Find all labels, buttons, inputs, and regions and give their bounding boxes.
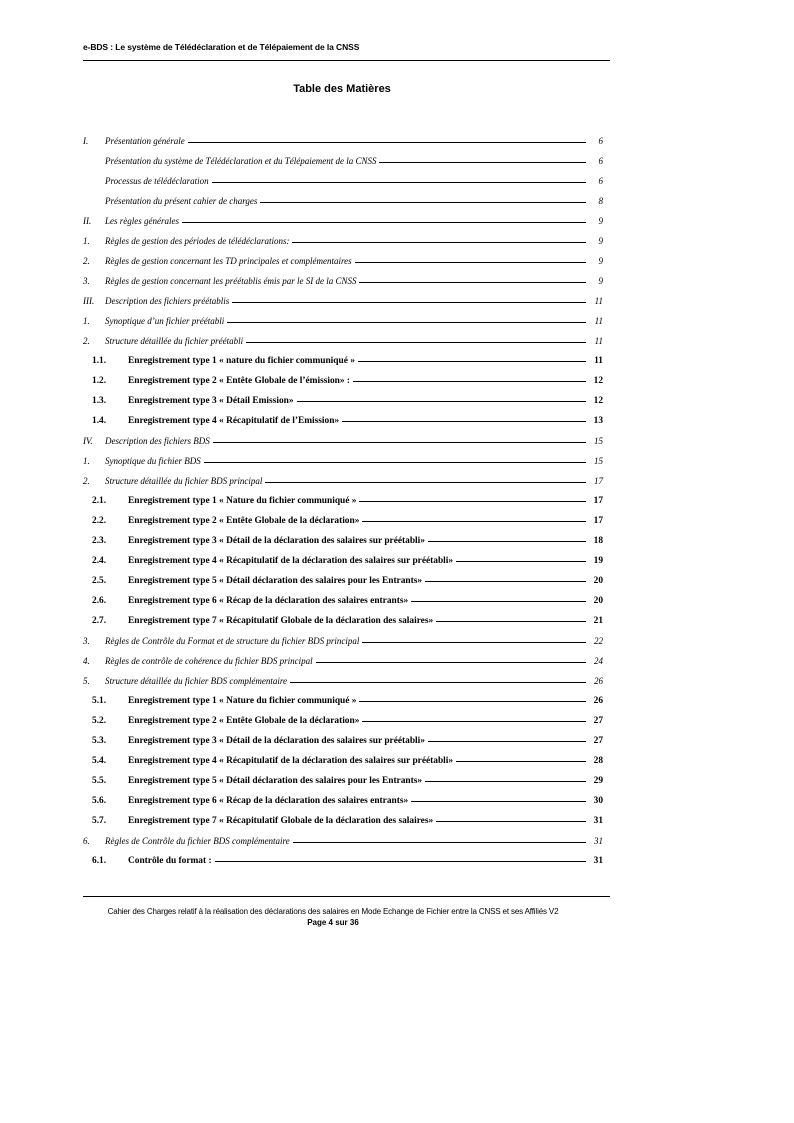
toc-entry[interactable] (83, 236, 603, 256)
toc-entry-page: 9 (598, 256, 603, 266)
toc-entry-label: Enregistrement type 6 « Récap de la déclaration des salaires entrants» (128, 796, 409, 806)
toc-entry-label: Enregistrement type 4 « Récapitulatif de la déclaration des salaires sur préétabli» (128, 756, 454, 766)
toc-entry-label: Contrôle du format : (128, 856, 212, 866)
toc-entry-label: Enregistrement type 1 « nature du fichier communiqué » (128, 356, 355, 366)
toc-entry-number: 2.2. (92, 516, 107, 526)
toc-entry-leader (297, 401, 586, 402)
toc-entry-leader (292, 242, 586, 243)
toc-entry[interactable] (83, 396, 603, 416)
toc-entry[interactable] (83, 296, 603, 316)
toc-entry[interactable] (83, 356, 603, 376)
toc-entry-leader (260, 202, 586, 203)
toc-entry-label: Enregistrement type 4 « Récapitulatif de la déclaration des salaires sur préétabli» (128, 556, 454, 566)
toc-entry-page: 31 (593, 856, 603, 866)
toc-entry-label: Synoptique du fichier BDS (105, 456, 201, 466)
toc-entry-number: 5.6. (92, 796, 107, 806)
toc-entry-label: Description des fichiers BDS (105, 436, 210, 446)
toc-entry-leader (362, 521, 586, 522)
toc-entry[interactable] (83, 716, 603, 736)
toc-entry[interactable] (83, 456, 603, 476)
toc-entry-number: 5.7. (92, 816, 107, 826)
toc-entry-number: 2.5. (92, 576, 107, 586)
toc-entry-page: 29 (593, 776, 603, 786)
toc-entry-number: 3. (83, 636, 90, 646)
toc-entry-label: Enregistrement type 5 « Détail déclaration des salaires pour les Entrants» (128, 576, 423, 586)
toc-entry-page: 21 (593, 616, 603, 626)
footer-divider (83, 896, 610, 897)
toc-entry-page: 24 (594, 656, 603, 666)
toc-entry-number: 2.7. (92, 616, 107, 626)
toc-entry-leader (425, 781, 586, 782)
toc-entry-leader (290, 682, 586, 683)
toc-entry-label: Enregistrement type 5 « Détail déclaration des salaires pour les Entrants» (128, 776, 423, 786)
page-number: Page 4 sur 36 (307, 918, 359, 927)
toc-entry-number: 3. (83, 276, 90, 286)
toc-entry-label: Règles de gestion des périodes de télédéclarations: (105, 236, 290, 246)
table-of-contents (83, 136, 603, 876)
toc-entry-label: Règles de gestion concernant les TD principales et complémentaires (105, 256, 352, 266)
header-divider (83, 60, 610, 61)
toc-title: Table des Matières (293, 83, 391, 95)
toc-entry-number: I. (83, 136, 89, 146)
toc-entry-leader (265, 482, 586, 483)
toc-entry-page: 19 (593, 556, 603, 566)
toc-entry[interactable] (83, 496, 603, 516)
toc-entry-number: 1.4. (92, 416, 107, 426)
toc-entry-number: 6.1. (92, 856, 107, 866)
toc-entry-leader (212, 182, 586, 183)
toc-entry-page: 17 (593, 516, 603, 526)
toc-entry-number: 5.1. (92, 696, 107, 706)
toc-entry-page: 11 (594, 296, 603, 306)
toc-entry-page: 27 (593, 736, 603, 746)
header-title: e-BDS : Le système de Télédéclaration et de Télépaiement de la CNSS (83, 42, 360, 52)
toc-entry-page: 20 (593, 596, 603, 606)
toc-entry-page: 30 (593, 796, 603, 806)
toc-entry-leader (428, 541, 586, 542)
toc-entry-page: 20 (593, 576, 603, 586)
toc-entry-page: 18 (593, 536, 603, 546)
toc-entry[interactable] (83, 836, 603, 856)
toc-entry-page: 27 (593, 716, 603, 726)
toc-entry-page: 11 (594, 316, 603, 326)
toc-entry-number: 2.3. (92, 536, 107, 546)
toc-entry-label: Enregistrement type 6 « Récap de la déclaration des salaires entrants» (128, 596, 409, 606)
toc-entry-label: Règles de Contrôle du Format et de structure du fichier BDS principal (105, 636, 360, 646)
toc-entry-number: 6. (83, 836, 90, 846)
toc-entry[interactable] (83, 556, 603, 576)
toc-entry[interactable] (83, 336, 603, 356)
toc-entry-label: Structure détaillée du fichier BDS complémentaire (105, 676, 288, 686)
toc-entry-number: 2. (83, 476, 90, 486)
toc-entry-page: 9 (598, 236, 603, 246)
toc-entry-page: 9 (598, 276, 603, 286)
toc-entry[interactable] (83, 276, 603, 296)
toc-entry-leader (379, 162, 586, 163)
toc-entry-label: Processus de télédéclaration (105, 176, 209, 186)
toc-entry-number: 2. (83, 336, 90, 346)
toc-entry-leader (411, 601, 586, 602)
toc-entry-page: 28 (593, 756, 603, 766)
toc-entry-number: II. (83, 216, 92, 226)
toc-entry-page: 11 (594, 356, 603, 366)
toc-entry[interactable] (83, 656, 603, 676)
toc-entry-leader (362, 642, 586, 643)
toc-entry-page: 13 (593, 416, 603, 426)
toc-entry-leader (355, 262, 586, 263)
toc-entry-label: Règles de gestion concernant les préétablis émis par le SI de la CNSS (105, 276, 357, 286)
toc-entry-leader (456, 561, 586, 562)
toc-entry-number: 1.2. (92, 376, 107, 386)
toc-entry-leader (359, 501, 586, 502)
toc-entry-number: 4. (83, 656, 90, 666)
toc-entry-leader (188, 142, 586, 143)
toc-entry-page: 12 (593, 376, 603, 386)
toc-entry-label: Les règles générales (105, 216, 179, 226)
toc-entry-number: 1. (83, 236, 90, 246)
toc-entry-page: 15 (594, 456, 603, 466)
toc-entry-page: 22 (594, 636, 603, 646)
toc-entry-leader (232, 302, 586, 303)
toc-entry-label: Enregistrement type 1 « Nature du fichier communiqué » (128, 696, 357, 706)
toc-entry-number: 2. (83, 256, 90, 266)
toc-entry[interactable] (83, 796, 603, 816)
toc-entry-page: 31 (594, 836, 603, 846)
toc-entry-number: 2.6. (92, 596, 107, 606)
toc-entry-label: Enregistrement type 1 « Nature du fichier communiqué » (128, 496, 357, 506)
toc-entry-number: 5.3. (92, 736, 107, 746)
toc-entry[interactable] (83, 676, 603, 696)
toc-entry-page: 17 (594, 476, 603, 486)
toc-entry-label: Enregistrement type 7 « Récapitulatif Globale de la déclaration des salaires» (128, 816, 434, 826)
toc-entry-leader (358, 361, 586, 362)
toc-entry[interactable] (83, 736, 603, 756)
toc-entry-number: 5.5. (92, 776, 107, 786)
toc-entry[interactable] (83, 576, 603, 596)
toc-entry-leader (293, 842, 586, 843)
toc-entry-number: III. (83, 296, 95, 306)
toc-entry-page: 26 (593, 696, 603, 706)
toc-entry[interactable] (83, 816, 603, 836)
toc-entry-leader (362, 721, 586, 722)
toc-entry[interactable] (83, 616, 603, 636)
toc-entry-page: 17 (593, 496, 603, 506)
toc-entry-number: 1.3. (92, 396, 107, 406)
toc-entry-label: Enregistrement type 7 « Récapitulatif Globale de la déclaration des salaires» (128, 616, 434, 626)
toc-entry[interactable] (83, 596, 603, 616)
toc-entry-page: 11 (594, 336, 603, 346)
toc-entry-leader (246, 342, 586, 343)
toc-entry-leader (182, 222, 586, 223)
toc-entry-leader (215, 861, 586, 862)
toc-entry-page: 6 (598, 176, 603, 186)
toc-entry-label: Règles de Contrôle du fichier BDS complémentaire (105, 836, 290, 846)
toc-entry-number: 1. (83, 316, 90, 326)
toc-entry-label: Synoptique d’un fichier préétabli (105, 316, 225, 326)
toc-entry[interactable] (83, 256, 603, 276)
toc-entry-page: 9 (598, 216, 603, 226)
toc-entry[interactable] (83, 316, 603, 336)
toc-entry-label: Structure détaillée du fichier préétabli (105, 336, 244, 346)
toc-entry[interactable] (83, 696, 603, 716)
toc-entry[interactable] (83, 636, 603, 656)
toc-entry-leader (428, 741, 586, 742)
toc-entry-leader (436, 621, 586, 622)
toc-entry-label: Enregistrement type 3 « Détail Emission» (128, 396, 294, 406)
toc-entry[interactable] (83, 756, 603, 776)
toc-entry[interactable] (83, 176, 603, 196)
toc-entry-leader (213, 442, 586, 443)
toc-entry[interactable] (83, 856, 603, 876)
toc-entry-number: 5.2. (92, 716, 107, 726)
toc-entry-number: 2.4. (92, 556, 107, 566)
toc-entry[interactable] (83, 416, 603, 436)
toc-entry-label: Présentation du présent cahier de charges (105, 196, 258, 206)
toc-entry-leader (316, 662, 586, 663)
toc-entry[interactable] (83, 136, 603, 156)
toc-entry-number: 1. (83, 456, 90, 466)
toc-entry-label: Enregistrement type 2 « Entête Globale de l’émission» : (128, 376, 351, 386)
toc-entry[interactable] (83, 516, 603, 536)
toc-entry-leader (456, 761, 586, 762)
toc-entry-page: 8 (598, 196, 603, 206)
toc-entry-label: Enregistrement type 4 « Récapitulatif de l’Emission» (128, 416, 340, 426)
toc-entry-leader (227, 322, 586, 323)
toc-entry-leader (425, 581, 586, 582)
toc-entry-page: 12 (593, 396, 603, 406)
toc-entry-label: Présentation générale (105, 136, 185, 146)
toc-entry-page: 6 (598, 156, 603, 166)
toc-entry-page: 26 (594, 676, 603, 686)
toc-entry-leader (411, 801, 586, 802)
toc-entry[interactable] (83, 776, 603, 796)
toc-entry[interactable] (83, 476, 603, 496)
toc-entry-label: Enregistrement type 2 « Entête Globale de la déclaration» (128, 716, 360, 726)
toc-entry-label: Présentation du système de Télédéclaration et du Télépaiement de la CNSS (105, 156, 377, 166)
toc-entry-number: 5. (83, 676, 90, 686)
toc-entry-page: 15 (594, 436, 603, 446)
toc-entry[interactable] (83, 156, 603, 176)
toc-entry[interactable] (83, 536, 603, 556)
toc-entry-number: 5.4. (92, 756, 107, 766)
toc-entry-page: 31 (593, 816, 603, 826)
toc-entry-number: IV. (83, 436, 93, 446)
toc-entry-leader (359, 282, 586, 283)
toc-entry-leader (359, 701, 586, 702)
toc-entry-label: Enregistrement type 3 « Détail de la déclaration des salaires sur préétabli» (128, 536, 425, 546)
toc-entry-label: Règles de contrôle de cohérence du fichier BDS principal (105, 656, 313, 666)
toc-entry[interactable] (83, 376, 603, 396)
toc-entry-label: Description des fichiers préétablis (105, 296, 230, 306)
toc-entry-label: Enregistrement type 2 « Entête Globale de la déclaration» (128, 516, 360, 526)
toc-entry-number: 2.1. (92, 496, 107, 506)
toc-entry-page: 6 (598, 136, 603, 146)
footer-text: Cahier des Charges relatif à la réalisation des déclarations des salaires en Mode Echange de Fichier entre la CNSS et ses Affiliés V2 (107, 907, 559, 916)
toc-entry-label: Structure détaillée du fichier BDS principal (105, 476, 263, 486)
toc-entry-number: 1.1. (92, 356, 107, 366)
toc-entry-leader (204, 462, 586, 463)
toc-entry-label: Enregistrement type 3 « Détail de la déclaration des salaires sur préétabli» (128, 736, 425, 746)
toc-entry-leader (353, 381, 586, 382)
toc-entry-leader (436, 821, 586, 822)
toc-entry[interactable] (83, 216, 603, 236)
toc-entry-leader (342, 421, 586, 422)
toc-entry[interactable] (83, 196, 603, 216)
toc-entry[interactable] (83, 436, 603, 456)
